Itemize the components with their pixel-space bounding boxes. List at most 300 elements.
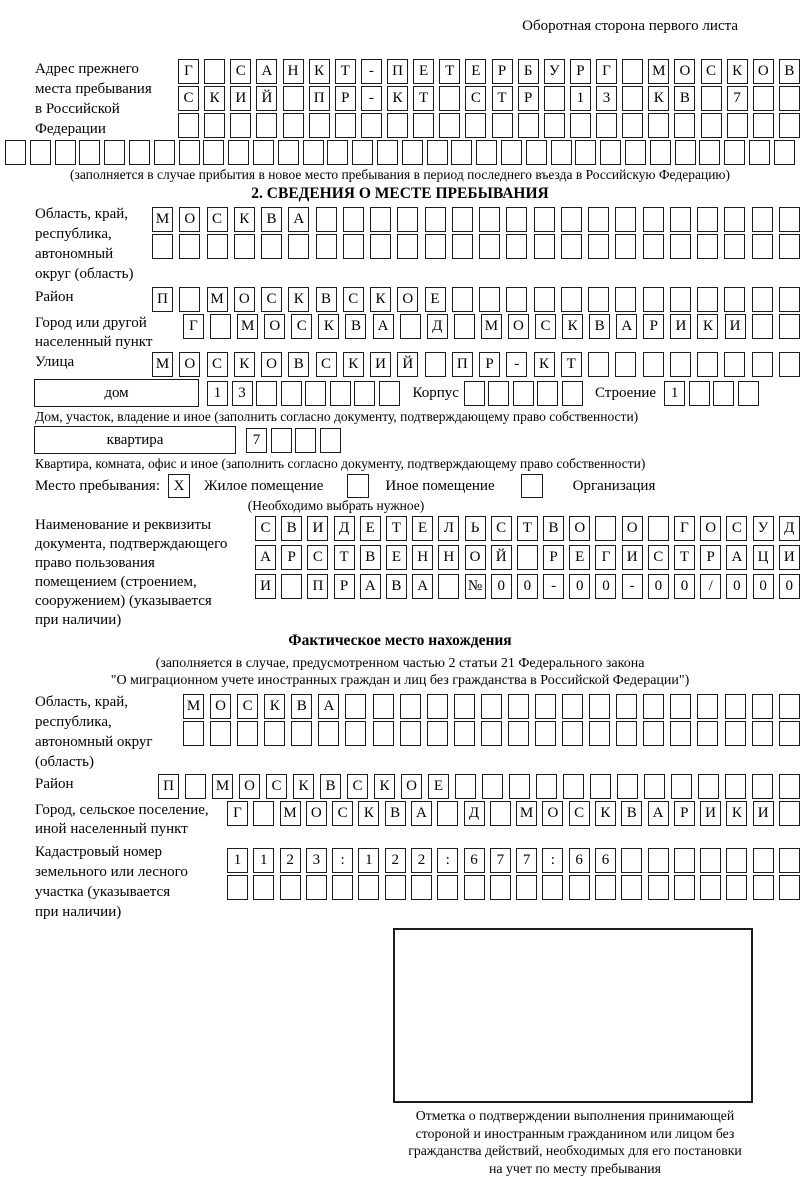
char-box[interactable] <box>283 113 304 138</box>
char-box[interactable] <box>492 113 513 138</box>
char-box[interactable]: Р <box>518 86 539 111</box>
char-box[interactable]: Т <box>439 59 460 84</box>
char-box[interactable] <box>622 113 643 138</box>
char-box[interactable] <box>643 207 664 232</box>
char-box[interactable]: А <box>412 574 433 599</box>
char-box[interactable] <box>330 381 351 406</box>
char-box[interactable]: И <box>255 574 276 599</box>
char-box[interactable] <box>534 234 555 259</box>
char-box[interactable] <box>648 113 669 138</box>
char-box[interactable] <box>589 694 610 719</box>
char-box[interactable]: С <box>266 774 287 799</box>
char-box[interactable] <box>5 140 26 165</box>
char-box[interactable] <box>699 140 720 165</box>
char-box[interactable]: Е <box>425 287 446 312</box>
char-box[interactable]: О <box>700 516 721 541</box>
char-box[interactable]: - <box>361 59 382 84</box>
char-box[interactable]: Г <box>674 516 695 541</box>
char-box[interactable] <box>596 113 617 138</box>
char-box[interactable]: А <box>411 801 432 826</box>
char-box[interactable] <box>617 774 638 799</box>
char-box[interactable]: 7 <box>246 428 267 453</box>
char-box[interactable]: В <box>288 352 309 377</box>
char-box[interactable]: К <box>387 86 408 111</box>
char-box[interactable]: О <box>264 314 285 339</box>
char-box[interactable] <box>400 314 421 339</box>
char-box[interactable] <box>179 140 200 165</box>
char-box[interactable] <box>779 721 800 746</box>
char-box[interactable] <box>476 140 497 165</box>
char-box[interactable]: А <box>318 694 339 719</box>
char-box[interactable]: С <box>316 352 337 377</box>
char-box[interactable] <box>725 694 746 719</box>
char-box[interactable] <box>332 875 353 900</box>
char-box[interactable] <box>352 140 373 165</box>
char-box[interactable] <box>280 875 301 900</box>
char-box[interactable]: И <box>307 516 328 541</box>
char-box[interactable]: В <box>385 801 406 826</box>
char-box[interactable]: Й <box>491 545 512 570</box>
char-box[interactable] <box>256 113 277 138</box>
char-box[interactable]: 1 <box>253 848 274 873</box>
char-box[interactable] <box>697 234 718 259</box>
char-box[interactable] <box>316 207 337 232</box>
char-box[interactable]: С <box>535 314 556 339</box>
char-box[interactable] <box>561 287 582 312</box>
char-box[interactable] <box>724 234 745 259</box>
char-box[interactable] <box>648 875 669 900</box>
char-box[interactable]: М <box>152 352 173 377</box>
char-box[interactable] <box>129 140 150 165</box>
char-box[interactable]: О <box>401 774 422 799</box>
char-box[interactable]: Д <box>779 516 800 541</box>
char-box[interactable] <box>615 352 636 377</box>
char-box[interactable] <box>501 140 522 165</box>
char-box[interactable]: Г <box>178 59 199 84</box>
char-box[interactable]: Е <box>569 545 590 570</box>
char-box[interactable] <box>345 694 366 719</box>
char-box[interactable]: О <box>239 774 260 799</box>
char-box[interactable] <box>697 287 718 312</box>
char-box[interactable]: В <box>386 574 407 599</box>
char-box[interactable] <box>288 234 309 259</box>
char-box[interactable] <box>179 287 200 312</box>
char-box[interactable]: : <box>542 848 563 873</box>
char-box[interactable] <box>752 234 773 259</box>
char-box[interactable] <box>482 774 503 799</box>
char-box[interactable] <box>724 352 745 377</box>
char-box[interactable]: В <box>589 314 610 339</box>
char-box[interactable]: И <box>753 801 774 826</box>
char-box[interactable]: Т <box>674 545 695 570</box>
char-box[interactable]: К <box>697 314 718 339</box>
char-box[interactable] <box>361 113 382 138</box>
char-box[interactable]: Ц <box>753 545 774 570</box>
char-box[interactable]: А <box>648 801 669 826</box>
char-box[interactable] <box>616 721 637 746</box>
char-box[interactable] <box>562 381 583 406</box>
char-box[interactable] <box>452 207 473 232</box>
char-box[interactable]: С <box>569 801 590 826</box>
char-box[interactable]: 2 <box>411 848 432 873</box>
char-box[interactable] <box>700 875 721 900</box>
char-box[interactable] <box>427 694 448 719</box>
char-box[interactable] <box>625 140 646 165</box>
char-box[interactable] <box>455 774 476 799</box>
char-box[interactable]: 0 <box>491 574 512 599</box>
char-box[interactable]: С <box>207 352 228 377</box>
char-box[interactable] <box>454 314 475 339</box>
char-box[interactable]: С <box>332 801 353 826</box>
char-box[interactable] <box>253 875 274 900</box>
char-box[interactable] <box>295 428 316 453</box>
char-box[interactable] <box>152 234 173 259</box>
char-box[interactable] <box>753 848 774 873</box>
char-box[interactable]: В <box>360 545 381 570</box>
char-box[interactable] <box>698 774 719 799</box>
char-box[interactable] <box>281 381 302 406</box>
char-box[interactable] <box>724 207 745 232</box>
char-box[interactable]: Ь <box>465 516 486 541</box>
char-box[interactable] <box>506 207 527 232</box>
char-box[interactable]: В <box>345 314 366 339</box>
char-box[interactable] <box>779 207 800 232</box>
char-box[interactable]: Н <box>283 59 304 84</box>
char-box[interactable]: О <box>210 694 231 719</box>
char-box[interactable] <box>726 875 747 900</box>
char-box[interactable] <box>305 381 326 406</box>
char-box[interactable] <box>779 801 800 826</box>
char-box[interactable]: К <box>343 352 364 377</box>
checkbox-zhiloe[interactable]: X <box>168 474 190 498</box>
char-box[interactable] <box>427 721 448 746</box>
char-box[interactable] <box>309 113 330 138</box>
char-box[interactable]: 0 <box>648 574 669 599</box>
char-box[interactable]: Й <box>256 86 277 111</box>
char-box[interactable]: К <box>264 694 285 719</box>
char-box[interactable] <box>343 207 364 232</box>
char-box[interactable]: И <box>230 86 251 111</box>
char-box[interactable]: В <box>621 801 642 826</box>
char-box[interactable]: С <box>701 59 722 84</box>
char-box[interactable]: Р <box>643 314 664 339</box>
char-box[interactable] <box>779 314 800 339</box>
char-box[interactable]: О <box>542 801 563 826</box>
char-box[interactable] <box>535 694 556 719</box>
char-box[interactable]: С <box>291 314 312 339</box>
char-box[interactable] <box>481 694 502 719</box>
char-box[interactable] <box>674 848 695 873</box>
char-box[interactable] <box>752 352 773 377</box>
char-box[interactable] <box>570 113 591 138</box>
char-box[interactable]: Й <box>397 352 418 377</box>
char-box[interactable]: П <box>152 287 173 312</box>
char-box[interactable]: Т <box>335 59 356 84</box>
char-box[interactable]: Е <box>386 545 407 570</box>
char-box[interactable]: : <box>332 848 353 873</box>
char-box[interactable] <box>779 875 800 900</box>
char-box[interactable] <box>534 207 555 232</box>
char-box[interactable] <box>724 287 745 312</box>
char-box[interactable] <box>779 86 800 111</box>
char-box[interactable]: В <box>316 287 337 312</box>
char-box[interactable]: К <box>370 287 391 312</box>
char-box[interactable] <box>621 875 642 900</box>
char-box[interactable]: К <box>727 59 748 84</box>
char-box[interactable] <box>753 86 774 111</box>
char-box[interactable]: К <box>562 314 583 339</box>
char-box[interactable] <box>562 721 583 746</box>
char-box[interactable]: С <box>648 545 669 570</box>
char-box[interactable] <box>569 875 590 900</box>
char-box[interactable] <box>643 721 664 746</box>
char-box[interactable]: Н <box>412 545 433 570</box>
char-box[interactable]: 0 <box>726 574 747 599</box>
char-box[interactable] <box>79 140 100 165</box>
char-box[interactable] <box>713 381 734 406</box>
char-box[interactable] <box>454 694 475 719</box>
char-box[interactable]: И <box>670 314 691 339</box>
char-box[interactable]: Е <box>360 516 381 541</box>
char-box[interactable]: М <box>280 801 301 826</box>
char-box[interactable] <box>752 314 773 339</box>
char-box[interactable]: О <box>753 59 774 84</box>
char-box[interactable] <box>544 86 565 111</box>
char-box[interactable] <box>753 113 774 138</box>
char-box[interactable]: К <box>293 774 314 799</box>
char-box[interactable] <box>335 113 356 138</box>
char-box[interactable]: В <box>320 774 341 799</box>
char-box[interactable] <box>278 140 299 165</box>
char-box[interactable] <box>370 207 391 232</box>
char-box[interactable] <box>210 721 231 746</box>
char-box[interactable] <box>354 381 375 406</box>
char-box[interactable]: К <box>318 314 339 339</box>
char-box[interactable]: А <box>255 545 276 570</box>
char-box[interactable] <box>670 287 691 312</box>
char-box[interactable] <box>535 721 556 746</box>
char-box[interactable]: Р <box>281 545 302 570</box>
char-box[interactable]: - <box>506 352 527 377</box>
char-box[interactable]: Р <box>335 86 356 111</box>
char-box[interactable]: М <box>152 207 173 232</box>
char-box[interactable] <box>779 774 800 799</box>
char-box[interactable]: С <box>343 287 364 312</box>
char-box[interactable] <box>479 287 500 312</box>
char-box[interactable] <box>588 287 609 312</box>
char-box[interactable] <box>590 774 611 799</box>
char-box[interactable] <box>534 287 555 312</box>
char-box[interactable] <box>425 207 446 232</box>
char-box[interactable] <box>438 574 459 599</box>
char-box[interactable] <box>600 140 621 165</box>
char-box[interactable] <box>55 140 76 165</box>
char-box[interactable]: О <box>674 59 695 84</box>
char-box[interactable] <box>271 428 292 453</box>
char-box[interactable] <box>674 875 695 900</box>
char-box[interactable] <box>575 140 596 165</box>
char-box[interactable] <box>439 113 460 138</box>
char-box[interactable] <box>400 694 421 719</box>
char-box[interactable] <box>437 875 458 900</box>
char-box[interactable] <box>588 207 609 232</box>
char-box[interactable] <box>437 801 458 826</box>
char-box[interactable] <box>644 774 665 799</box>
char-box[interactable] <box>411 875 432 900</box>
char-box[interactable]: И <box>370 352 391 377</box>
char-box[interactable] <box>387 113 408 138</box>
char-box[interactable] <box>595 516 616 541</box>
char-box[interactable]: Р <box>492 59 513 84</box>
char-box[interactable] <box>670 207 691 232</box>
char-box[interactable] <box>508 721 529 746</box>
char-box[interactable] <box>779 234 800 259</box>
char-box[interactable] <box>670 721 691 746</box>
char-box[interactable] <box>465 113 486 138</box>
char-box[interactable] <box>588 234 609 259</box>
char-box[interactable] <box>210 314 231 339</box>
char-box[interactable]: 7 <box>490 848 511 873</box>
char-box[interactable]: А <box>288 207 309 232</box>
char-box[interactable] <box>228 140 249 165</box>
char-box[interactable]: Т <box>386 516 407 541</box>
char-box[interactable]: Р <box>570 59 591 84</box>
char-box[interactable] <box>488 381 509 406</box>
char-box[interactable]: О <box>261 352 282 377</box>
char-box[interactable] <box>643 352 664 377</box>
char-box[interactable] <box>752 721 773 746</box>
char-box[interactable] <box>261 234 282 259</box>
char-box[interactable]: Г <box>227 801 248 826</box>
char-box[interactable] <box>697 694 718 719</box>
char-box[interactable] <box>727 113 748 138</box>
char-box[interactable] <box>183 721 204 746</box>
char-box[interactable] <box>674 113 695 138</box>
char-box[interactable] <box>726 848 747 873</box>
char-box[interactable] <box>506 234 527 259</box>
char-box[interactable]: К <box>358 801 379 826</box>
char-box[interactable]: К <box>534 352 555 377</box>
char-box[interactable]: Д <box>427 314 448 339</box>
char-box[interactable]: - <box>622 574 643 599</box>
char-box[interactable]: П <box>307 574 328 599</box>
char-box[interactable] <box>230 113 251 138</box>
char-box[interactable]: Р <box>700 545 721 570</box>
char-box[interactable]: Т <box>517 516 538 541</box>
char-box[interactable]: 6 <box>595 848 616 873</box>
char-box[interactable] <box>281 574 302 599</box>
char-box[interactable] <box>385 875 406 900</box>
char-box[interactable] <box>413 113 434 138</box>
char-box[interactable]: С <box>465 86 486 111</box>
char-box[interactable]: С <box>230 59 251 84</box>
char-box[interactable] <box>615 207 636 232</box>
char-box[interactable]: 7 <box>516 848 537 873</box>
char-box[interactable]: К <box>234 352 255 377</box>
char-box[interactable] <box>104 140 125 165</box>
char-box[interactable]: В <box>779 59 800 84</box>
char-box[interactable]: М <box>648 59 669 84</box>
char-box[interactable] <box>675 140 696 165</box>
char-box[interactable]: К <box>726 801 747 826</box>
char-box[interactable] <box>451 140 472 165</box>
char-box[interactable]: 7 <box>727 86 748 111</box>
char-box[interactable] <box>237 721 258 746</box>
char-box[interactable]: К <box>288 287 309 312</box>
char-box[interactable]: 1 <box>207 381 228 406</box>
char-box[interactable] <box>327 140 348 165</box>
char-box[interactable] <box>283 86 304 111</box>
char-box[interactable]: Л <box>438 516 459 541</box>
char-box[interactable] <box>227 875 248 900</box>
char-box[interactable]: Р <box>479 352 500 377</box>
char-box[interactable]: 1 <box>664 381 685 406</box>
char-box[interactable] <box>697 207 718 232</box>
char-box[interactable]: К <box>234 207 255 232</box>
char-box[interactable]: 3 <box>306 848 327 873</box>
char-box[interactable] <box>320 428 341 453</box>
char-box[interactable]: М <box>516 801 537 826</box>
char-box[interactable]: Б <box>518 59 539 84</box>
char-box[interactable] <box>370 234 391 259</box>
char-box[interactable] <box>479 234 500 259</box>
char-box[interactable] <box>303 140 324 165</box>
char-box[interactable] <box>464 875 485 900</box>
char-box[interactable] <box>779 848 800 873</box>
char-box[interactable] <box>648 516 669 541</box>
char-box[interactable] <box>724 140 745 165</box>
char-box[interactable] <box>589 721 610 746</box>
char-box[interactable]: 1 <box>358 848 379 873</box>
char-box[interactable] <box>670 352 691 377</box>
char-box[interactable]: : <box>437 848 458 873</box>
char-box[interactable]: Т <box>561 352 582 377</box>
char-box[interactable] <box>178 113 199 138</box>
char-box[interactable] <box>697 352 718 377</box>
char-box[interactable]: 0 <box>753 574 774 599</box>
char-box[interactable] <box>517 545 538 570</box>
char-box[interactable]: Г <box>596 59 617 84</box>
char-box[interactable]: 3 <box>596 86 617 111</box>
char-box[interactable] <box>203 140 224 165</box>
char-box[interactable] <box>345 721 366 746</box>
char-box[interactable] <box>373 694 394 719</box>
char-box[interactable]: / <box>700 574 721 599</box>
char-box[interactable]: 1 <box>570 86 591 111</box>
char-box[interactable] <box>253 140 274 165</box>
char-box[interactable] <box>650 140 671 165</box>
char-box[interactable]: П <box>452 352 473 377</box>
char-box[interactable] <box>204 59 225 84</box>
char-box[interactable] <box>207 234 228 259</box>
char-box[interactable]: В <box>674 86 695 111</box>
char-box[interactable] <box>316 234 337 259</box>
char-box[interactable] <box>753 875 774 900</box>
char-box[interactable] <box>643 287 664 312</box>
char-box[interactable]: Д <box>334 516 355 541</box>
char-box[interactable] <box>343 234 364 259</box>
char-box[interactable]: Р <box>674 801 695 826</box>
char-box[interactable]: Т <box>413 86 434 111</box>
char-box[interactable] <box>256 381 277 406</box>
char-box[interactable] <box>622 86 643 111</box>
char-box[interactable]: И <box>622 545 643 570</box>
char-box[interactable] <box>595 875 616 900</box>
char-box[interactable]: А <box>360 574 381 599</box>
char-box[interactable]: 0 <box>517 574 538 599</box>
char-box[interactable]: 0 <box>569 574 590 599</box>
char-box[interactable]: С <box>178 86 199 111</box>
